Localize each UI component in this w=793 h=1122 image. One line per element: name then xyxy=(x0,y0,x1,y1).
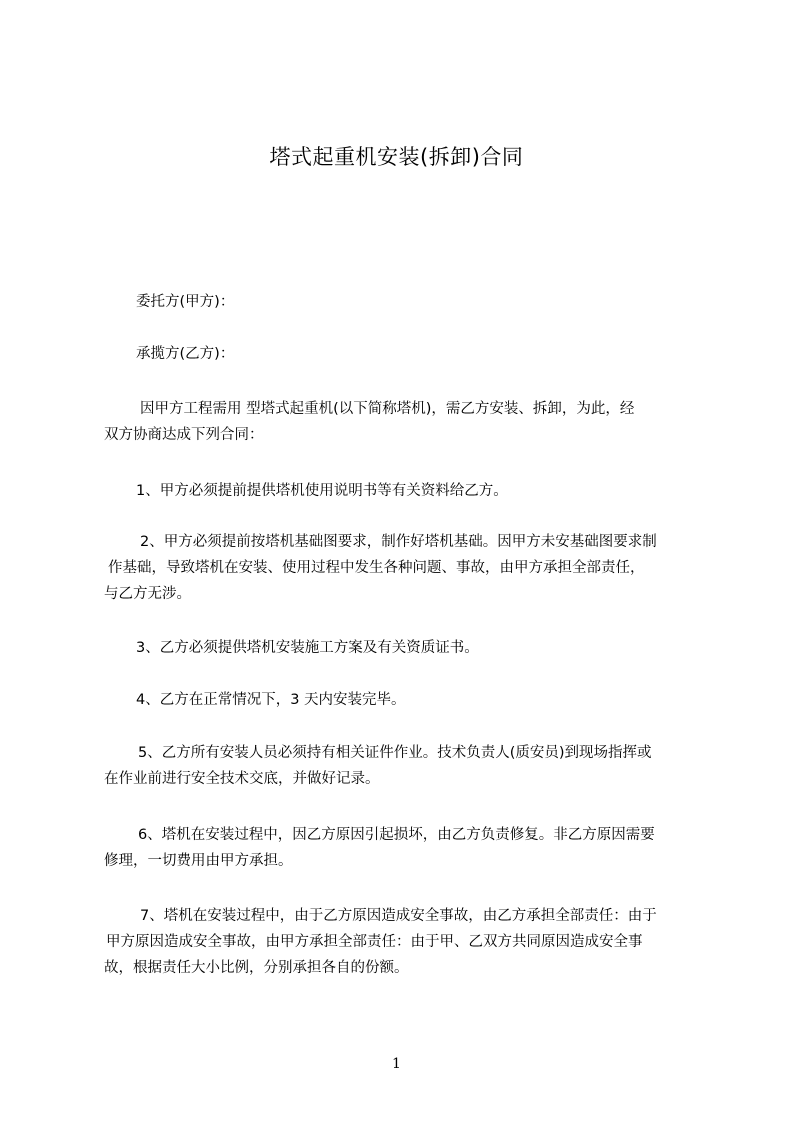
clause-line: 5、乙方所有安装人员必须持有相关证件作业。技术负责人(质安员)到现场指挥或 xyxy=(138,745,652,761)
clause-line: 甲方原因造成安全事故，由甲方承担全部责任：由于甲、乙双方共同原因造成安全事 xyxy=(106,934,643,950)
page-number: 1 xyxy=(392,1056,401,1072)
document-title: 塔式起重机安装(拆卸)合同 xyxy=(269,145,524,169)
clause-line: 与乙方无涉。 xyxy=(104,586,191,602)
clause-7 xyxy=(104,903,716,981)
clause-line: 故，根据责任大小比例，分别承担各自的份额。 xyxy=(104,960,409,976)
clause-line: 修理，一切费用由甲方承担。 xyxy=(104,853,293,869)
party-a-label: 委托方(甲方)： xyxy=(136,294,235,310)
clause-5 xyxy=(104,740,716,792)
intro-line: 因甲方工程需用 型塔式起重机(以下简称塔机)，需乙方安装、拆卸，为此，经 xyxy=(140,401,635,417)
clause-4 xyxy=(104,687,716,713)
party-b-label: 承揽方(乙方)： xyxy=(136,346,235,362)
clause-line: 6、塔机在安装过程中，因乙方原因引起损坏，由乙方负责修复。非乙方原因需要 xyxy=(138,827,655,843)
clause-3 xyxy=(104,635,716,661)
clause-line: 在作业前进行安全技术交底，并做好记录。 xyxy=(104,771,380,787)
clause-line: 7、塔机在安装过程中，由于乙方原因造成安全事故，由乙方承担全部责任：由于 xyxy=(140,908,657,924)
clause-line: 3、乙方必须提供塔机安装施工方案及有关资质证书。 xyxy=(136,640,479,656)
party-a-line xyxy=(104,289,716,315)
intro-line: 双方协商达成下列合同： xyxy=(104,427,264,443)
intro-paragraph xyxy=(104,396,716,448)
party-b-line xyxy=(104,341,716,367)
clause-6 xyxy=(104,822,716,874)
clause-line: 2、甲方必须提前按塔机基础图要求，制作好塔机基础。因甲方未安基础图要求制 xyxy=(140,534,657,550)
clause-line: 1、甲方必须提前提供塔机使用说明书等有关资料给乙方。 xyxy=(136,483,508,499)
clause-line: 作基础，导致塔机在安装、使用过程中发生各种问题、事故，由甲方承担全部责任， xyxy=(108,560,645,576)
clause-line: 4、乙方在正常情况下，3 天内安装完毕。 xyxy=(136,692,406,708)
clause-1 xyxy=(104,478,716,504)
clause-2 xyxy=(104,529,716,607)
